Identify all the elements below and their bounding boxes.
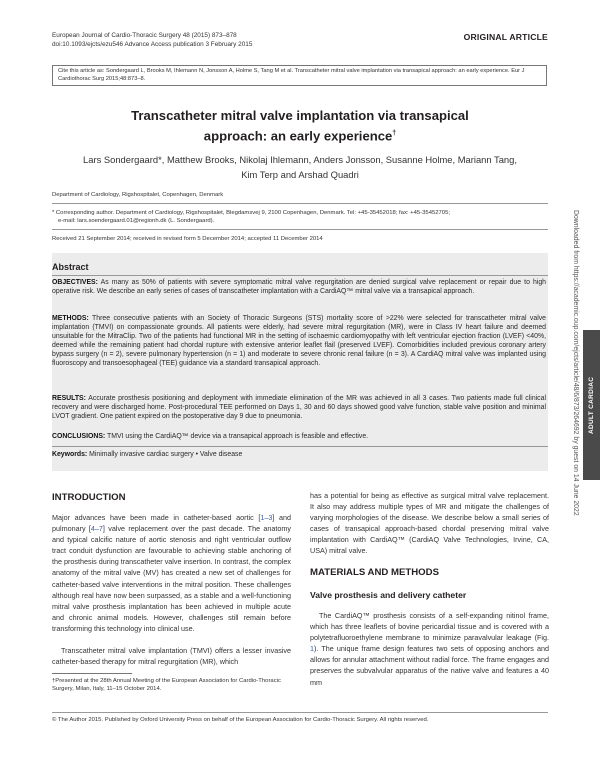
objectives-label: OBJECTIVES:: [52, 279, 98, 286]
intro-text-c: ] valve replacement over the past decade. The anatomy and typical calcific nature of aortic stenosis and right ventricular outflow tract conduit dysfunction are favourable to achieving stable anchoring of the prosthesis during transcatheter valve insertion. In contrast, the complex anatomy of the mitral valve (MV) has created a new set of challenges for catheter-based valve interventions in the mitral position. These challenges although real have now been surpassed, as a stable and a well-functioning mitral valve prosthesis implantation has been achieved in multiple acute and chronic animal models. However, challenges still remain before transforming this technology into clinical use.: [52, 524, 291, 633]
keywords-text: Minimally invasive cardiac surgery • Valve disease: [87, 451, 243, 458]
valve-text-a: The CardiAQ™ prosthesis consists of a self-expanding nitinol frame, which has three leaflets of bovine pericardial tissue and is covered with a polytetrafluoroethylene membrane to minimize paravalvular leakage (Fig.: [310, 611, 549, 643]
intro-heading: INTRODUCTION: [52, 492, 126, 503]
right-paragraph-2: [310, 610, 549, 688]
divider: [52, 446, 548, 447]
abstract-results: [52, 395, 546, 422]
abstract-methods: [52, 315, 546, 368]
intro-paragraph-1: [52, 512, 291, 634]
authors-line-1: Lars Sondergaard*, Matthew Brooks, Nikolaj Ihlemann, Anders Jonsson, Susanne Holme, Mariann Tang,: [83, 154, 517, 165]
doi-line: doi:10.1093/ejcts/ezu546 Advance Access publication 3 February 2015: [52, 41, 253, 48]
right-paragraph-1: has a potential for being as effective as surgical mitral valve replacement. It also may address multiple types of MR and mitigate the challenges of varying morphologies of the disease. We describe below a small series of cases of transapical approach-based chordal preserving mitral valve implantation with CardiAQ™ (CardiAQ Valve Technologies, Irvine, CA, USA) mitral valve.: [310, 491, 549, 556]
received-dates: Received 21 September 2014; received in revised form 5 December 2014; accepted 11 December 2014: [52, 236, 323, 242]
citation-prefix: Cite this article as:: [58, 68, 107, 74]
reference-link-2[interactable]: 4–7: [90, 524, 103, 534]
abstract-box: [52, 253, 548, 471]
divider: [52, 275, 548, 276]
article-title: [60, 107, 540, 145]
abstract-conclusions: [52, 433, 546, 442]
reference-link-1[interactable]: 1–3: [260, 513, 273, 522]
conclusions-label: CONCLUSIONS:: [52, 433, 106, 440]
results-label: RESULTS:: [52, 395, 86, 402]
abstract-objectives: [52, 279, 546, 297]
intro-text-a: Major advances have been made in catheter-based aortic [: [52, 513, 261, 522]
methods-heading: MATERIALS AND METHODS: [310, 567, 439, 578]
results-text: Accurate prosthesis positioning and deployment with immediate elimination of the MR was achieved in all 3 cases. Two patients made full clinical recovery and were discharged home. Post-procedural TEE performed on Days 1, 30 and 60 days showed good valve function, stable valve position and minimal LVOT gradient. One patient expired on the postoperative day 9 due to pneumonia.: [52, 395, 546, 420]
objectives-text: As many as 50% of patients with severe symptomatic mitral valve regurgitation are denied surgical valve replacement or repair due to high operative risk. We describe an early series of cases of transcatheter implantation with a CardiAQ™ mitral valve via a transapical approach.: [52, 279, 546, 295]
copyright-footer: © The Author 2015. Published by Oxford University Press on behalf of the European Association for Cardio-Thoracic Surgery. All rights reserved.: [52, 717, 429, 723]
footnote-rule: [52, 673, 132, 674]
methods-text: Three consecutive patients with an Society of Thoracic Surgeons (STS) mortality score of >22% were selected for transcatheter mitral valve implantation (TMVI) on compassionate grounds. All patients were elderly, had severe mitral regurgitation (MR), were in Class IV heart failure and deemed unsuitable for the MitraClip. Two of the patients had functional MR in the setting of ischaemic cardiomyopathy with left ventricular ejection fraction (LVEF) <40%, deemed while the remaining patient had chordal rupture with extensive anterior leaflet flail (preserved LVEF). Comorbidities included previous coronary artery bypass surgery (n = 2), severe pulmonary hypertension (n = 1) and moderate to severe chronic renal failure (n = 3). A CardiAQ mitral valve was implanted using fluoroscopy and transoesophageal (TEE) guidance via a standard transapical approach.: [52, 315, 546, 367]
subsection-heading: Valve prosthesis and delivery catheter: [310, 590, 467, 600]
correspondence-line-2: e-mail: lars.soendergaard.01@regionh.dk (L. Sondergaard).: [58, 217, 215, 224]
title-dagger: †: [392, 130, 397, 137]
download-note: Downloaded from https://academic.oup.com/ejcts/article/48/6/873/264692 by guest on 14 June 2022: [572, 210, 579, 516]
valve-text-b: ). The unique frame design features two sets of opposing anchors and allows for annular attachment without radial force. The frame engages and preserves the subvalvular apparatus of the native valve and features a 40 mm: [310, 644, 549, 687]
author-list: [70, 152, 530, 182]
abstract-keywords: [52, 451, 546, 460]
article-type: ORIGINAL ARTICLE: [463, 32, 548, 42]
intro-paragraph-2: Transcatheter mitral valve implantation (TMVI) offers a lesser invasive catheter-based therapy for mitral regurgitation (MR), which: [52, 646, 291, 667]
footnote: †Presented at the 28th Annual Meeting of the European Association for Cardio-Thoracic Surgery, Milan, Italy, 11–15 October 2014.: [52, 678, 281, 692]
divider: [52, 229, 548, 230]
intro-text-b: ] and pulmonary [: [52, 513, 291, 534]
conclusions-text: TMVI using the CardiAQ™ device via a transapical approach is feasible and effective.: [105, 433, 369, 440]
keywords-label: Keywords:: [52, 451, 88, 458]
divider: [52, 203, 548, 204]
authors-line-2: Kim Terp and Arshad Quadri: [241, 169, 359, 180]
affiliation: Department of Cardiology, Rigshospitalet, Copenhagen, Denmark: [52, 192, 224, 198]
correspondence-line-1: * Corresponding author. Department of Cardiology, Rigshospitalet, Blegdamsvej 9, 2100 Copenhagen, Denmark. Tel: +45-35452018; fax: +45-35452705;: [52, 210, 450, 216]
title-line-2: approach: an early experience: [203, 128, 393, 144]
methods-label: METHODS:: [52, 315, 89, 322]
citation-box: [52, 65, 547, 86]
abstract-heading: Abstract: [52, 262, 89, 272]
divider: [52, 712, 548, 713]
correspondence: [52, 210, 548, 225]
title-line-1: Transcatheter mitral valve implantation via transapical: [131, 108, 469, 123]
figure-link[interactable]: 1: [310, 644, 314, 654]
section-tab: ADULT CARDIAC: [583, 330, 600, 480]
citation-text: Sondergaard L, Brooks M, Ihlemann N, Jonsson A, Holme S, Tang M et al. Transcatheter mitral valve implantation via transapical approach: an early experience. Eur J Cardiothorac Surg 2015;48:873–8.: [58, 68, 525, 82]
journal-line: European Journal of Cardio-Thoracic Surgery 48 (2015) 873–878: [52, 32, 237, 39]
